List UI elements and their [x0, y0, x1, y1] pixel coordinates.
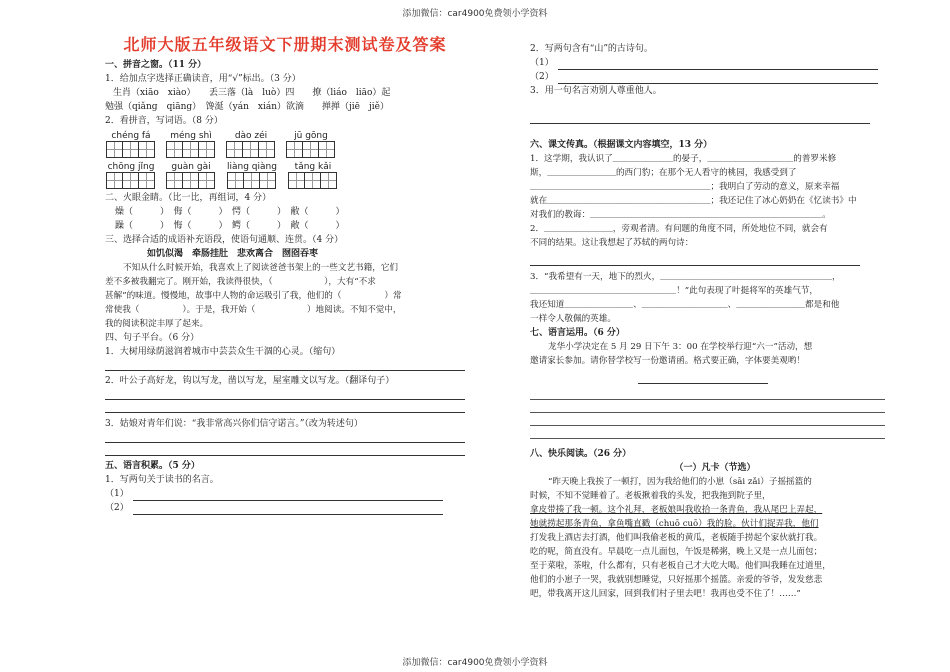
s3-para-5: 我的阅读积淀丰厚了起来。 — [105, 319, 209, 329]
pinyin-grid-item — [227, 129, 275, 158]
r-answer-2 — [530, 70, 900, 84]
reading-line-3: 拿皮带揍了我一顿。这个礼拜，老板娘叫我收拾一条青鱼，我从尾巴上弄起， — [530, 505, 823, 515]
s6-line-1: 1．这学期，我认识了＿＿＿＿＿＿＿的晏子，＿＿＿＿＿＿＿＿＿＿的普罗米修 — [530, 154, 837, 164]
pinyin-label: guàn gài — [171, 162, 211, 172]
s5-answer-2 — [105, 501, 465, 515]
answer-label: （2） — [105, 503, 129, 513]
answer-line[interactable] — [105, 446, 465, 456]
s3-para-2: 差不多被我翻完了。刚开始，我读得很快，（ ），大有“不求 — [105, 277, 376, 287]
reading-line-9: 吧，带我离开这儿回家，回到我们村子里去吧！我再也受不住了！……” — [530, 589, 801, 599]
invitation-title-line[interactable] — [638, 374, 768, 384]
pinyin-grid-row-1 — [107, 129, 465, 158]
s6-line-3: ＿＿＿＿＿＿＿＿＿＿＿＿＿＿＿＿＿＿＿＿＿；我明白了劳动的意义，原来幸福 — [530, 182, 840, 192]
answer-line[interactable] — [530, 390, 885, 400]
section-4-heading: 四、句子平台。（6 分） — [105, 333, 200, 343]
section-6-heading: 六、课文传真。（根据课文内容填空，13 分） — [530, 140, 713, 150]
s3-para-4: 常使我（ ）。于是，我开始（ ）地阅读。不知不觉中， — [105, 305, 402, 315]
section-3-heading: 三、选择合适的成语补充语段，使语句通顺、连贯。（4 分） — [105, 235, 344, 245]
answer-label: （1） — [105, 489, 129, 499]
pinyin-label: méng shì — [170, 131, 212, 141]
s6-line-11: 一样令人敬佩的英雄。 — [530, 314, 616, 324]
s6-line-9: ＿＿＿＿＿＿＿＿＿＿＿＿＿＿＿＿＿！”此句表现了叶挺将军的英雄气节， — [530, 286, 818, 296]
pinyin-grid-item — [289, 160, 337, 189]
pinyin-grid-item — [167, 160, 215, 189]
writing-boxes[interactable] — [167, 141, 215, 158]
idiom-options: 如饥似渴 牵肠挂肚 悲欢离合 囫囵吞枣 — [147, 249, 319, 259]
answer-label: （2） — [530, 72, 554, 82]
answer-line[interactable] — [105, 361, 465, 371]
reading-line-1: “昨天晚上我挨了一顿打，因为我给他们的小崽（sāi zǎi）子摇摇篮的 — [548, 477, 812, 487]
answer-line[interactable] — [133, 505, 443, 515]
reading-subtitle: （一）凡卡（节选） — [674, 463, 756, 473]
s6-line-2: 斯，＿＿＿＿＿＿＿＿的西门豹；在那个无人看守的桃园，我感受到了 — [530, 168, 797, 178]
reading-line-2: 时候，不知不觉睡着了。老板揪着我的头发，把我拖到院子里， — [530, 491, 771, 501]
s1-q2: 2．看拼音，写词语。（8 分） — [105, 116, 223, 126]
reading-line-7: 至于菜啦，茶啦，什么都有，只有老板自己才大吃大喝。他们叫我睡在过道里， — [530, 561, 831, 571]
pinyin-grid-item — [107, 160, 155, 189]
s6-line-5: 对我们的教诲：＿＿＿＿＿＿＿＿＿＿＿＿＿＿＿＿＿＿＿＿＿＿＿＿＿＿＿。 — [530, 210, 831, 220]
left-column — [105, 28, 465, 515]
section-5-heading: 五、语言积累。（5 分） — [105, 461, 200, 471]
pinyin-label: chōng jǐng — [107, 162, 155, 172]
reading-line-5: 打发我上酒店去打酒，他们叫我偷老板的黄瓜，老板随手捞起个家伙就打我。 — [530, 533, 823, 543]
section-2-heading: 二、火眼金睛。（比一比，再组词，4 分） — [105, 193, 272, 203]
s6-line-10: 我还知道＿＿＿＿＿＿＿＿、＿＿＿＿＿＿＿＿＿＿、＿＿＿＿＿＿＿＿都是和他 — [530, 300, 840, 310]
page-title: 北师大版五年级语文下册期末测试卷及答案 — [123, 35, 447, 54]
s2-row-a: 燥（ ） 侮（ ） 愕（ ） 敝（ ） — [115, 207, 345, 217]
pinyin-grid-item — [287, 129, 335, 158]
pinyin-label: dào zéi — [234, 131, 268, 141]
s4-q1: 1．大树用绿荫滋润着城市中芸芸众生干涸的心灵。（缩句） — [105, 347, 341, 357]
section-1-heading: 一、拼音之窗。（11 分） — [105, 60, 207, 70]
answer-line[interactable] — [105, 403, 465, 413]
right-column — [530, 42, 900, 601]
s3-para-1: 不知从什么时候开始，我喜欢上了阅读爸爸书架上的一些文艺书籍，它们 — [123, 263, 399, 273]
s7-line-2: 邀请家长参加。请你替学校写一份邀请函。格式要正确，字体要美观哟！ — [530, 356, 806, 366]
pinyin-label: jū gōng — [294, 131, 328, 141]
answer-line[interactable] — [558, 60, 878, 70]
writing-boxes[interactable] — [227, 141, 275, 158]
pinyin-label: liàng qiàng — [227, 162, 277, 172]
reading-line-6: 吃的呢，简直没有。早晨吃一点儿面包，午饭是稀粥，晚上又是一点儿面包； — [530, 547, 823, 557]
answer-line[interactable] — [530, 256, 860, 266]
pinyin-grid-row-2 — [107, 160, 465, 189]
s3-para-3: 甚解”的味道。慢慢地，故事中人物的命运吸引了我，他们的（ ）常 — [105, 291, 402, 301]
answer-line[interactable] — [530, 114, 870, 124]
pinyin-grid-item — [107, 129, 155, 158]
bottom-watermark-banner: 添加微信：car4900免费领小学资料 — [402, 658, 548, 668]
section-8-heading: 八、快乐阅读。（26 分） — [530, 449, 632, 459]
writing-boxes[interactable] — [107, 141, 155, 158]
s1-q1-row-b: 勉强（qiǎng qiāng） 馋涎（yán xián）欲滴 掸掸（jiē jiě） — [105, 102, 389, 112]
s4-q3: 3．姑娘对青年们说：“我非常高兴你们信守诺言。”（改为转述句） — [105, 419, 363, 429]
section-7-heading: 七、语言运用。（6 分） — [530, 328, 625, 338]
r-q2: 2．写两句含有“山”的古诗句。 — [530, 44, 653, 54]
s1-q1-row-a: 生肖（xiāo xiào） 丢三落（là luò）四 撩（liáo liāo）起 — [113, 88, 391, 98]
answer-line[interactable] — [558, 74, 878, 84]
s5-answer-1 — [105, 487, 465, 501]
writing-boxes[interactable] — [167, 172, 215, 189]
r-q3: 3．用一句名言劝别人尊重他人。 — [530, 86, 662, 96]
s6-line-6: 2．＿＿＿＿＿＿＿＿，旁观者清。有问题的角度不同，所处地位不同，就会有 — [530, 224, 828, 234]
answer-line[interactable] — [530, 403, 885, 413]
pinyin-label: tǎng kǎi — [294, 162, 332, 172]
pinyin-grid-item — [227, 160, 277, 189]
answer-line[interactable] — [105, 433, 465, 443]
r-answer-1 — [530, 56, 900, 70]
s6-line-7: 不同的结果。这让我想起了苏轼的两句诗： — [530, 238, 694, 248]
s4-q2: 2．叶公子高好龙，钩以写龙，凿以写龙，屋室雕文以写龙。（翻译句子） — [105, 376, 395, 386]
s2-row-b: 躁（ ） 悔（ ） 鳄（ ） 敞（ ） — [115, 221, 345, 231]
writing-boxes[interactable] — [289, 172, 337, 189]
answer-line[interactable] — [105, 390, 465, 400]
writing-boxes[interactable] — [228, 172, 276, 189]
answer-label: （1） — [530, 58, 554, 68]
writing-boxes[interactable] — [287, 141, 335, 158]
writing-boxes[interactable] — [107, 172, 155, 189]
answer-line[interactable] — [530, 416, 885, 426]
answer-line[interactable] — [133, 491, 443, 501]
s5-q1: 1．写两句关于读书的名言。 — [105, 475, 219, 485]
answer-line[interactable] — [530, 429, 885, 439]
pinyin-grid-item — [167, 129, 215, 158]
reading-line-4: 她就捞起那条青鱼，拿鱼嘴直戳（chuō cuō）我的脸。伙计们捉弄我，他们 — [530, 519, 819, 529]
reading-line-8: 他们的小崽子一哭，我就别想睡觉，只好摇那个摇篮。亲爱的爷爷，发发慈悲 — [530, 575, 823, 585]
pinyin-label: chéng fá — [111, 131, 151, 141]
s7-line-1: 龙华小学决定在 5 月 29 日下午 3：00 在学校举行迎“六一”活动，想 — [548, 342, 813, 352]
s1-q1: 1．给加点字选择正确读音，用“√”标出。（3 分） — [105, 74, 301, 84]
s6-line-4: 就在＿＿＿＿＿＿＿＿＿＿＿＿＿＿＿＿＿＿＿；我还记住了冰心奶奶在《忆读书》中 — [530, 196, 857, 206]
top-watermark-banner: 添加微信：car4900免费领小学资料 — [402, 9, 548, 19]
s6-line-8: 3．“我希望有一天，地下的烈火，＿＿＿＿＿＿＿＿＿＿＿＿＿＿＿＿＿＿＿＿， — [530, 272, 841, 282]
